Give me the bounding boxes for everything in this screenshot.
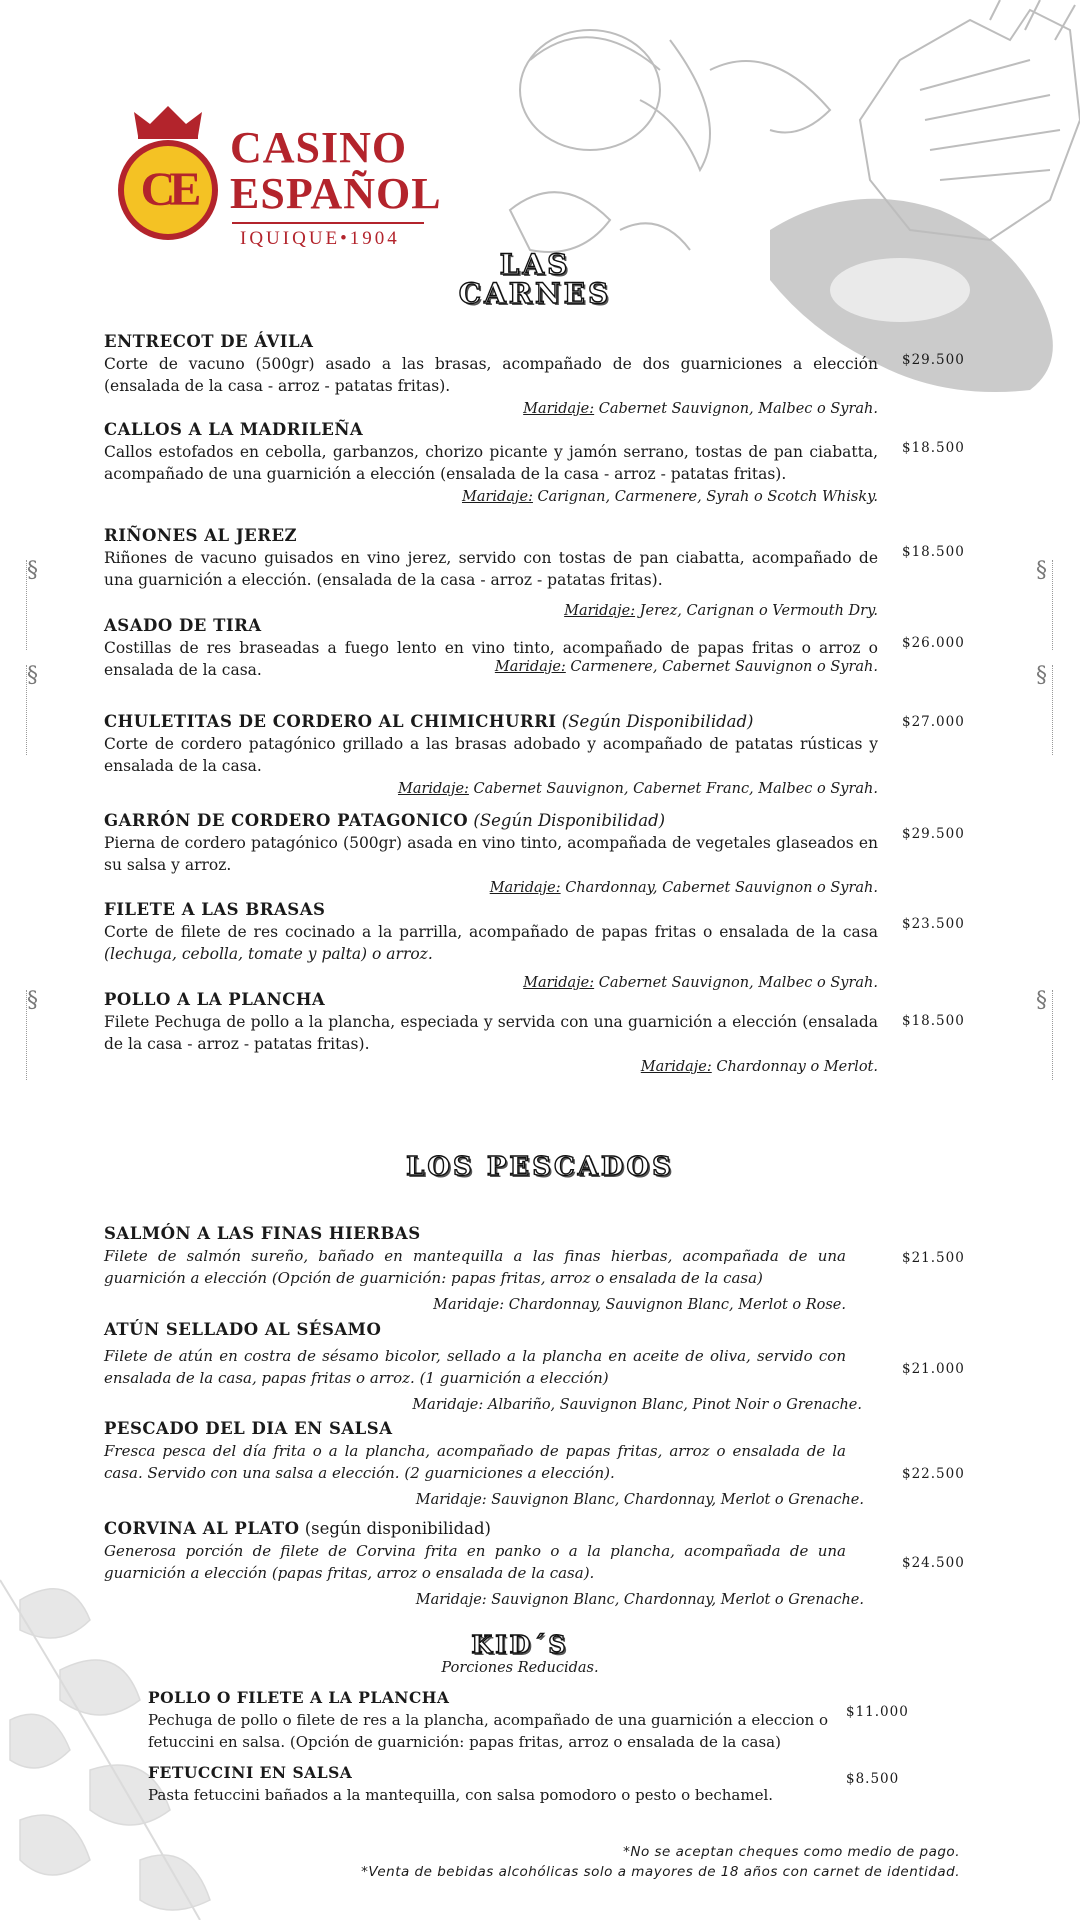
- item-pairing: [104, 781, 878, 797]
- footer-note-alcohol: *Venta de bebidas alcohólicas solo a mayores de 18 años con carnet de identidad.: [361, 1864, 960, 1880]
- item-name: FETUCCINI EN SALSA: [148, 1763, 353, 1782]
- pairing-label: Maridaje:: [462, 489, 533, 505]
- menu-item-atun: [104, 1320, 878, 1413]
- item-description: Pierna de cordero patagónico (500gr) asada en vino tinto, acompañada de vegetales glaseados en su salsa y arroz.: [104, 834, 878, 874]
- item-name: [104, 712, 878, 731]
- item-name-text: CORVINA AL PLATO: [104, 1519, 300, 1538]
- pairing-text: Chardonnay o Merlot.: [711, 1059, 878, 1075]
- left-ornament-1: §: [26, 560, 43, 650]
- item-pairing: [104, 975, 878, 991]
- pairing-text: Cabernet Sauvignon, Malbec o Syrah.: [594, 401, 878, 417]
- item-price: $18.500: [902, 544, 965, 560]
- menu-item-asado: [104, 616, 878, 679]
- brand-line-1: CASINO: [230, 123, 408, 172]
- menu-item-pescado: [104, 1419, 878, 1508]
- item-availability: (Según Disponibilidad): [468, 811, 666, 830]
- casino-espanol-logo: [112, 104, 442, 254]
- item-name-text: CHULETITAS DE CORDERO AL CHIMICHURRI: [104, 712, 557, 731]
- pairing-text: Carignan, Carmenere, Syrah o Scotch Whisky.: [532, 489, 878, 505]
- pairing-text: Jerez, Carignan o Vermouth Dry.: [635, 603, 878, 619]
- item-description: Filete de atún en costra de sésamo bicolor, sellado a la plancha en aceite de oliva, servido con ensalada de la casa, papas fritas o arroz. (1 guarnición a elección): [104, 1347, 846, 1387]
- item-availability: (según disponibilidad): [299, 1519, 491, 1538]
- brand-line-2: ESPAÑOL: [230, 169, 442, 218]
- menu-item-garron: [104, 811, 878, 896]
- pairing-text: Cabernet Sauvignon, Malbec o Syrah.: [594, 975, 878, 991]
- kids-item-pollo-filete: [148, 1688, 828, 1753]
- item-name: ATÚN SELLADO AL SÉSAMO: [104, 1320, 382, 1339]
- kids-subtitle: Porciones Reducidas.: [441, 1660, 599, 1676]
- item-price: $8.500: [846, 1771, 900, 1787]
- menu-item-filete: [104, 900, 878, 991]
- item-name: POLLO O FILETE A LA PLANCHA: [148, 1688, 450, 1707]
- item-description: Pasta fetuccini bañados a la mantequilla, con salsa pomodoro o pesto o bechamel.: [148, 1786, 774, 1804]
- item-pairing: [104, 489, 878, 505]
- item-name-text: GARRÓN DE CORDERO PATAGONICO: [104, 811, 469, 830]
- item-price: $22.500: [902, 1466, 965, 1482]
- pairing-label: Maridaje:: [523, 401, 595, 417]
- item-description: Corte de cordero patagónico grillado a las brasas adobado y acompañado de patatas rústicas y ensalada de la casa.: [104, 735, 878, 775]
- pairing-label: Maridaje:: [494, 659, 566, 675]
- item-description: Costillas de res braseadas a fuego lento en vino tinto, acompañado de papas fritas o arroz o ensalada de la casa.: [104, 639, 878, 679]
- pairing-label: Maridaje:: [564, 603, 636, 619]
- item-name: SALMÓN A LAS FINAS HIERBAS: [104, 1224, 421, 1243]
- menu-item-chuletitas: [104, 712, 878, 797]
- pairing-label: Maridaje:: [523, 975, 595, 991]
- item-description: Filete Pechuga de pollo a la plancha, especiada y servida con una guarnición a elección (ensalada de la casa - arroz - patatas fritas).: [104, 1013, 878, 1053]
- item-pairing: [104, 401, 878, 417]
- item-description: Riñones de vacuno guisados en vino jerez, servido con tostas de pan ciabatta, acompañado de una guarnición a elección. (ensalada de la casa - arroz - patatas fritas).: [104, 549, 878, 589]
- item-price: $29.500: [902, 826, 965, 842]
- kids-item-fetuccini: [148, 1763, 828, 1806]
- item-name: ASADO DE TIRA: [104, 616, 262, 635]
- item-pairing: Maridaje: Sauvignon Blanc, Chardonnay, Merlot o Grenache.: [415, 1492, 864, 1508]
- pairing-text: Cabernet Sauvignon, Cabernet Franc, Malbec o Syrah.: [468, 781, 878, 797]
- item-description: Fresca pesca del día frita o a la plancha, acompañado de papas fritas, arroz o ensalada de la casa. Servido con una salsa a elección. (2 guarniciones a elección).: [104, 1442, 846, 1482]
- crown-icon: [132, 104, 204, 140]
- menu-item-rinones: [104, 526, 878, 619]
- pairing-label: Maridaje:: [489, 880, 561, 896]
- item-price: $11.000: [846, 1704, 909, 1720]
- item-name: RIÑONES AL JEREZ: [104, 526, 298, 545]
- left-ornament-3: §: [26, 990, 43, 1080]
- right-ornament-3: §: [1036, 990, 1053, 1080]
- menu-item-callos: [104, 420, 878, 505]
- meats-title-line-2: CARNES: [458, 277, 612, 310]
- item-pairing: [104, 880, 878, 896]
- pairing-label: Maridaje:: [397, 781, 469, 797]
- item-price: $21.000: [902, 1361, 965, 1377]
- item-pairing: [104, 1059, 878, 1075]
- item-name: POLLO A LA PLANCHA: [104, 990, 326, 1009]
- item-price: $18.500: [902, 1013, 965, 1029]
- meats-title-line-1: LAS: [499, 248, 571, 281]
- right-ornament-2: §: [1036, 665, 1053, 755]
- item-price: $26.000: [902, 635, 965, 651]
- left-ornament-2: §: [26, 665, 43, 755]
- item-name: PESCADO DEL DIA EN SALSA: [104, 1419, 393, 1438]
- pairing-text: Carmenere, Cabernet Sauvignon o Syrah.: [565, 659, 878, 675]
- item-name: CALLOS A LA MADRILEÑA: [104, 420, 364, 439]
- item-price: $21.500: [902, 1250, 965, 1266]
- pairing-label: Maridaje:: [640, 1059, 712, 1075]
- item-price: $23.500: [902, 916, 965, 932]
- item-price: $18.500: [902, 440, 965, 456]
- item-description-text: Corte de filete de res cocinado a la parrilla, acompañado de papas fritas o ensalada de la casa: [104, 923, 878, 941]
- item-description: Corte de vacuno (500gr) asado a las brasas, acompañado de dos guarniciones a elección (ensalada de la casa - arroz - patatas fritas).: [104, 355, 878, 395]
- item-availability: (Según Disponibilidad): [556, 712, 754, 731]
- item-description: Pechuga de pollo o filete de res a la plancha, acompañado de una guarnición a eleccion o fetuccini en salsa. (Opción de guarnición: papas fritas, arroz o ensalada de la casa): [148, 1711, 828, 1751]
- item-name: [104, 811, 878, 830]
- item-pairing: Maridaje: Sauvignon Blanc, Chardonnay, Merlot o Grenache.: [415, 1592, 864, 1608]
- item-description: Generosa porción de filete de Corvina frita en panko o a la plancha, acompañada de una guarnición a elección (papas fritas, arroz o ensalada de la casa).: [104, 1542, 846, 1582]
- item-description: Filete de salmón sureño, bañado en mantequilla a las finas hierbas, acompañada de una guarnición a elección (Opción de guarnición: papas fritas, arroz o ensalada de la casa): [104, 1247, 846, 1287]
- kids-title: KID´S: [471, 1630, 569, 1659]
- item-price: $24.500: [902, 1555, 965, 1571]
- item-pairing: Maridaje: Albariño, Sauvignon Blanc, Pinot Noir o Grenache.: [412, 1397, 862, 1413]
- right-ornament-1: §: [1036, 560, 1053, 650]
- brand-rule: [232, 222, 424, 224]
- brand-subtitle: IQUIQUE•1904: [240, 228, 400, 249]
- item-price: $29.500: [902, 352, 965, 368]
- monogram-text: CE: [140, 163, 196, 216]
- item-description: [104, 921, 878, 965]
- menu-item-pollo: [104, 990, 878, 1075]
- fish-title: LOS PESCADOS: [406, 1152, 674, 1182]
- item-description: Callos estofados en cebolla, garbanzos, chorizo picante y jamón serrano, tostas de pan ciabatta, acompañado de una guarnición a elección (ensalada de la casa - arroz - patatas fritas).: [104, 443, 878, 483]
- item-name: [104, 1519, 878, 1538]
- footer-note-cheques: *No se aceptan cheques como medio de pago.: [623, 1844, 960, 1860]
- item-name: FILETE A LAS BRASAS: [104, 900, 326, 919]
- item-price: $27.000: [902, 714, 965, 730]
- item-name: ENTRECOT DE ÁVILA: [104, 332, 314, 351]
- item-pairing: Maridaje: Chardonnay, Sauvignon Blanc, Merlot o Rose.: [433, 1297, 846, 1313]
- menu-item-entrecot: [104, 332, 878, 417]
- pairing-text: Chardonnay, Cabernet Sauvignon o Syrah.: [560, 880, 878, 896]
- item-description-italic: (lechuga, cebolla, tomate y palta) o arroz.: [104, 945, 433, 963]
- menu-item-salmon: [104, 1224, 878, 1313]
- menu-item-corvina: [104, 1519, 878, 1608]
